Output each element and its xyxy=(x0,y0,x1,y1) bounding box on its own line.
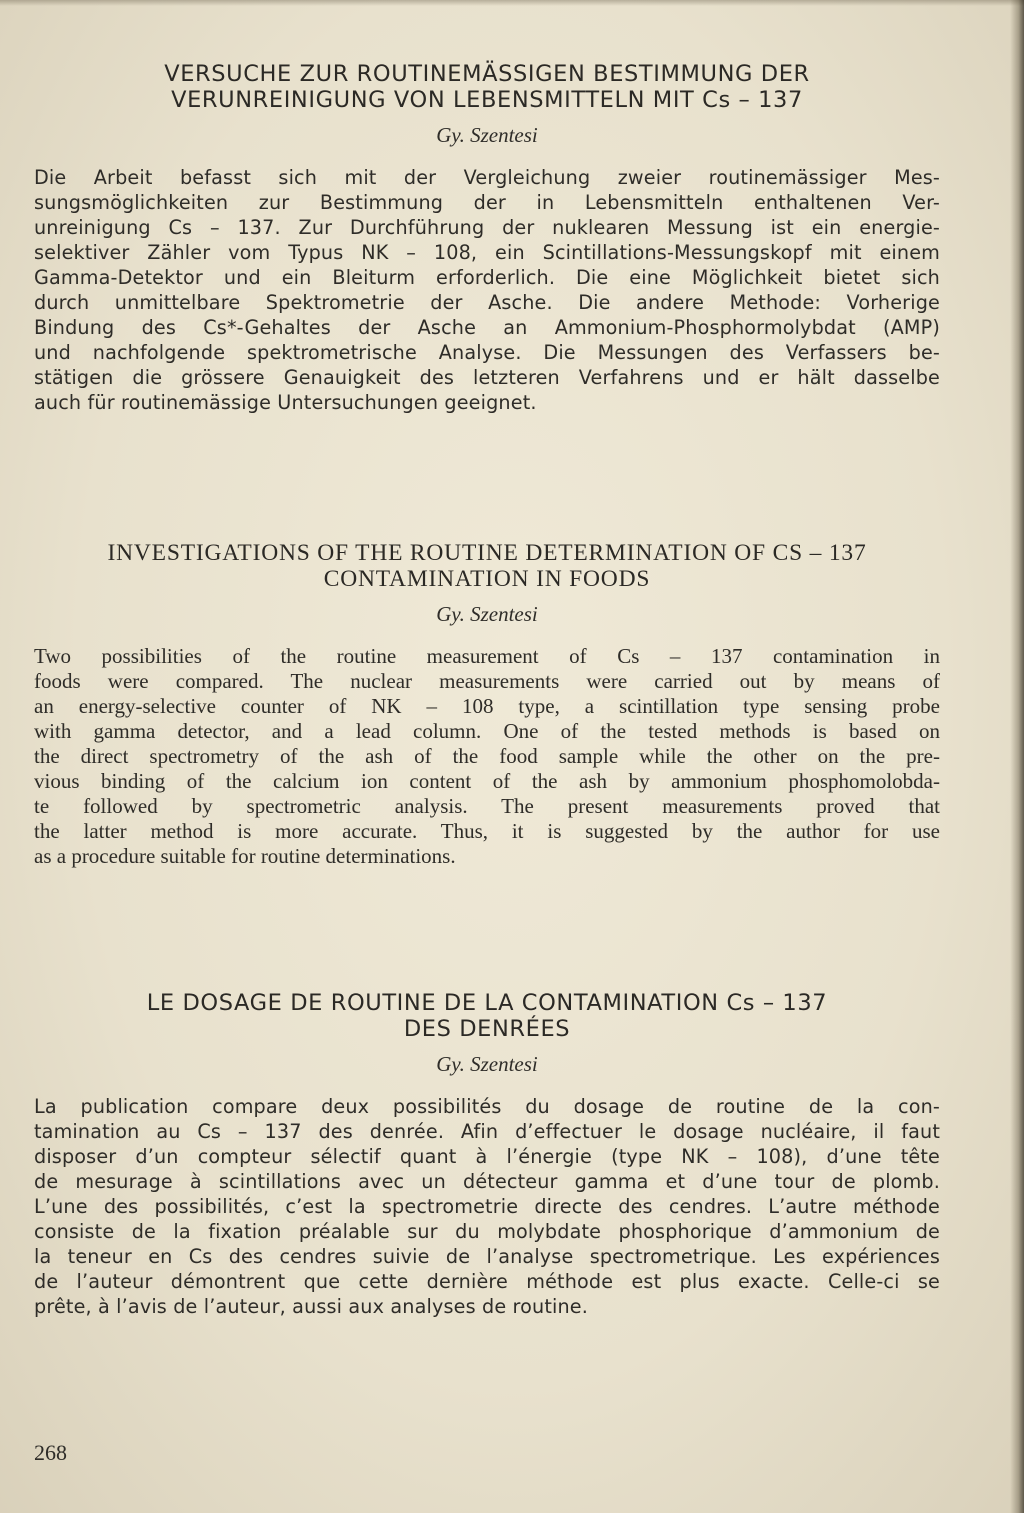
abstract-section-french xyxy=(34,990,940,1319)
title-line: INVESTIGATIONS OF THE ROUTINE DETERMINATION OF CS – 137 xyxy=(107,540,867,566)
title-line: LE DOSAGE DE ROUTINE DE LA CONTAMINATION Cs – 137 xyxy=(146,990,828,1016)
title-line: DES DENRÉES xyxy=(403,1016,571,1042)
text-line: durch unmittelbare Spektrometrie der Asche. Die andere Methode: Vorherige xyxy=(34,291,940,314)
title-line: VERUNREINIGUNG VON LEBENSMITTELN MIT Cs – 137 xyxy=(171,87,803,113)
text-line: auch für routinemässige Untersuchungen geeignet. xyxy=(34,391,537,414)
text-line: vious binding of the calcium ion content of the ash by ammonium phosphomolobda- xyxy=(34,769,940,793)
text-line: sungsmöglichkeiten zur Bestimmung der in Lebensmitteln enthaltenen Ver- xyxy=(34,191,940,214)
text-line: foods were compared. The nuclear measurements were carried out by means of xyxy=(34,669,940,693)
text-line: Die Arbeit befasst sich mit der Vergleichung zweier routinemässiger Mes- xyxy=(34,166,940,189)
text-line: with gamma detector, and a lead column. One of the tested methods is based on xyxy=(34,719,940,743)
text-line: selektiver Zähler vom Typus NK – 108, ein Scintillations-Messungskopf mit einem xyxy=(34,241,940,264)
text-line: und nachfolgende spektrometrische Analyse. Die Messungen des Verfassers be- xyxy=(34,341,940,364)
text-line: stätigen die grössere Genauigkeit des letzteren Verfahrens und er hält dasselbe xyxy=(34,366,940,389)
page-number: 268 xyxy=(34,1440,67,1465)
section-title xyxy=(34,540,940,592)
author-name: Gy. Szentesi xyxy=(436,602,538,626)
text-line: consiste de la fixation préalable sur du molybdate phosphorique d’ammonium de xyxy=(34,1220,940,1243)
section-title xyxy=(34,61,940,113)
text-line: as a procedure suitable for routine determinations. xyxy=(34,844,456,868)
author-name: Gy. Szentesi xyxy=(436,123,538,147)
text-line: Two possibilities of the routine measurement of Cs – 137 contamination in xyxy=(34,644,940,668)
text-line: de mesurage à scintillations avec un détecteur gamma et d’une tour de plomb. xyxy=(34,1170,940,1193)
text-line: the direct spectrometry of the ash of the food sample while the other on the pre- xyxy=(34,744,940,768)
page-edge-top xyxy=(0,0,1024,6)
text-line: tamination au Cs – 137 des denrée. Afin d’effectuer le dosage nucléaire, il faut xyxy=(34,1120,940,1143)
text-line: an energy-selective counter of NK – 108 type, a scintillation type sensing probe xyxy=(34,694,940,718)
page-edge-right xyxy=(1010,0,1024,1513)
abstract-section-german xyxy=(34,61,940,415)
text-line: Gamma-Detektor und ein Bleiturm erforderlich. Die eine Möglichkeit bietet sich xyxy=(34,266,940,289)
section-title xyxy=(34,990,940,1042)
text-line: te followed by spectrometric analysis. The present measurements proved that xyxy=(34,794,940,818)
text-line: prête, à l’avis de l’auteur, aussi aux analyses de routine. xyxy=(34,1295,589,1318)
text-line: Bindung des Cs*-Gehaltes der Asche an Ammonium-Phosphormolybdat (AMP) xyxy=(34,316,940,339)
text-line: unreinigung Cs – 137. Zur Durchführung der nuklearen Messung ist ein energie- xyxy=(34,216,940,239)
title-line: VERSUCHE ZUR ROUTINEMÄSSIGEN BESTIMMUNG DER xyxy=(164,61,810,87)
text-line: la teneur en Cs des cendres suivie de l’analyse spectrometrique. Les expériences xyxy=(34,1245,940,1268)
abstract-text xyxy=(34,165,940,415)
text-line: disposer d’un compteur sélectif quant à l’énergie (type NK – 108), d’une tête xyxy=(34,1145,940,1168)
abstract-text xyxy=(34,1094,940,1319)
title-line: CONTAMINATION IN FOODS xyxy=(323,566,651,592)
text-line: the latter method is more accurate. Thus, it is suggested by the author for use xyxy=(34,819,940,843)
author-name: Gy. Szentesi xyxy=(436,1052,538,1076)
text-line: L’une des possibilités, c’est la spectrometrie directe des cendres. L’autre méthode xyxy=(34,1195,940,1218)
text-line: La publication compare deux possibilités du dosage de routine de la con- xyxy=(34,1095,940,1118)
text-line: de l’auteur démontrent que cette dernière méthode est plus exacte. Celle-ci se xyxy=(34,1270,940,1293)
abstract-section-english xyxy=(34,540,940,869)
abstract-text xyxy=(34,644,940,869)
